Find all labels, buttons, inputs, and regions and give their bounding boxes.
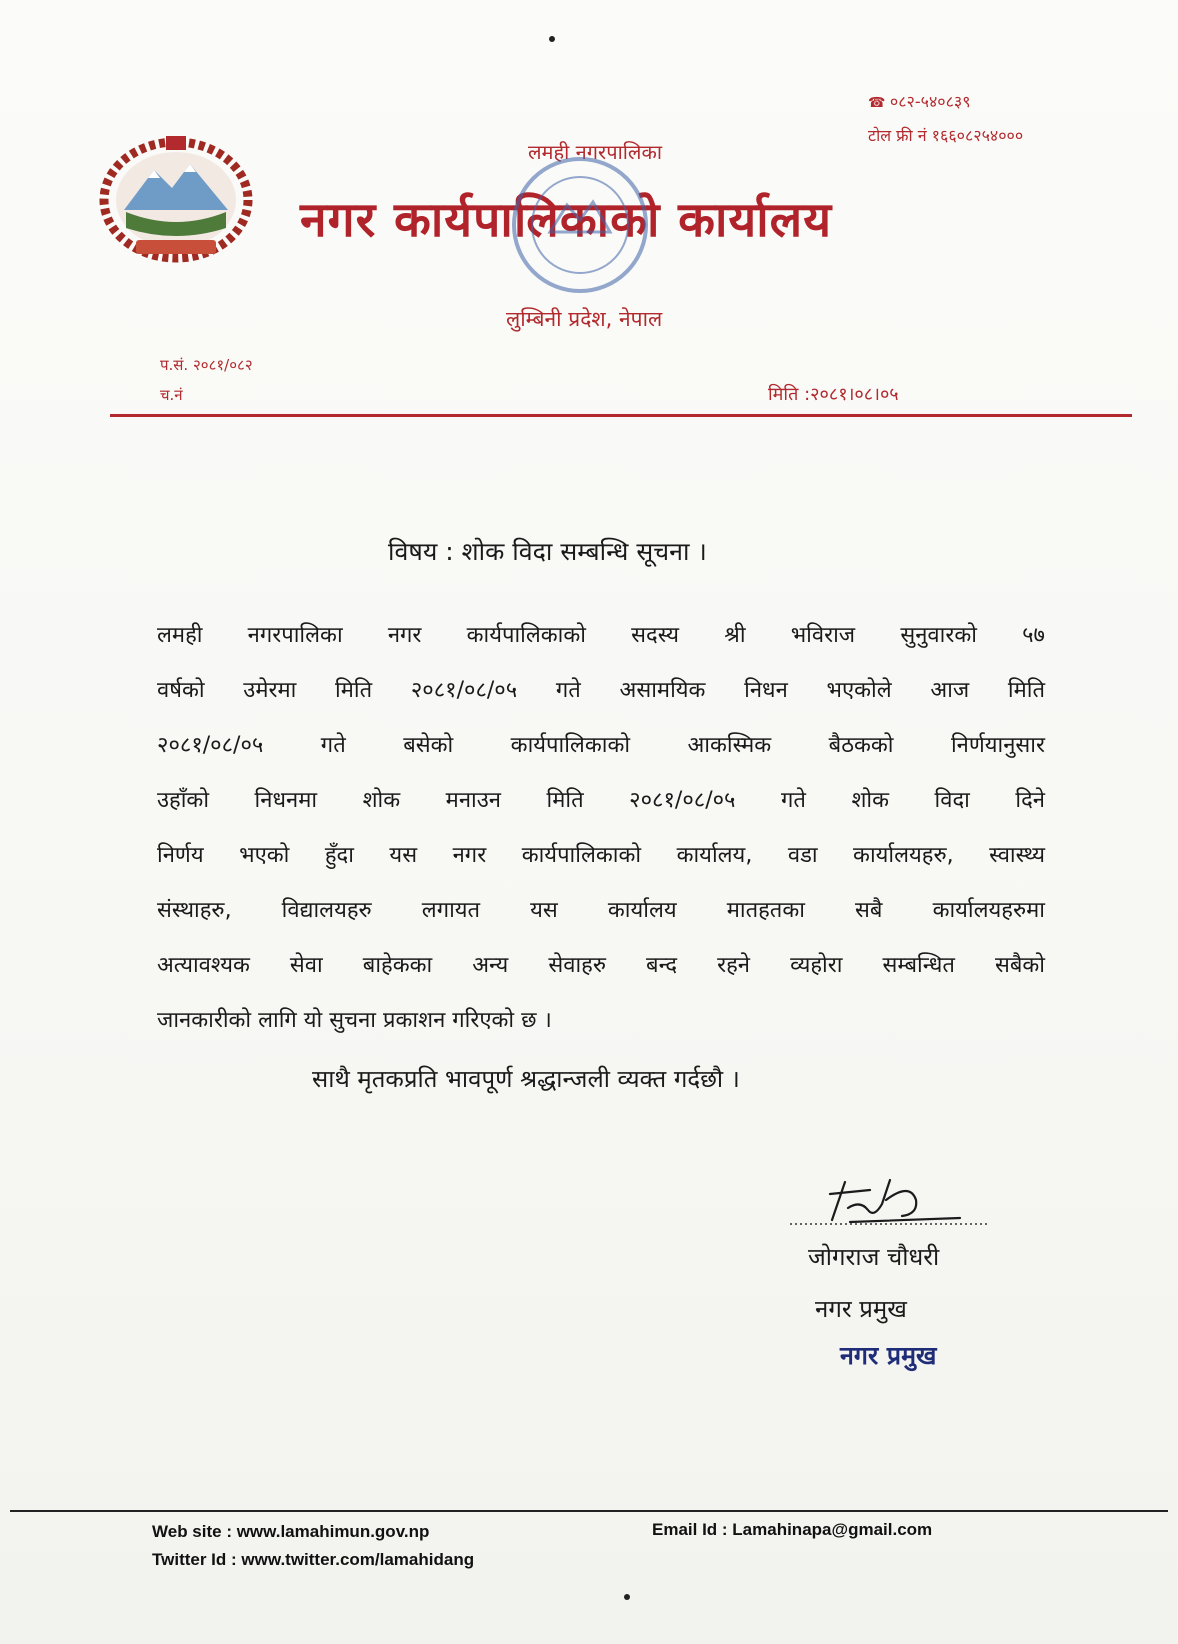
- condolence-line: साथै मृतकप्रति भावपूर्ण श्रद्धान्जली व्यक्त गर्दछौ ।: [312, 1065, 740, 1093]
- header-divider: [110, 414, 1132, 417]
- website-link: Web site : www.lamahimun.gov.np: [152, 1522, 430, 1541]
- email-address: Email Id : Lamahinapa@gmail.com: [652, 1520, 933, 1539]
- punch-mark-bottom: [624, 1594, 630, 1600]
- notice-subject: विषय : शोक विदा सम्बन्धि सूचना ।: [388, 537, 707, 566]
- body-line: संस्थाहरु, विद्यालयहरु लगायत यस कार्यालय मातहतका सबै कार्यालयहरुमा: [157, 898, 1045, 923]
- nepal-emblem-icon: [96, 132, 256, 267]
- province-address: लुम्बिनी प्रदेश, नेपाल: [506, 307, 663, 331]
- punch-mark-top: [549, 36, 555, 42]
- phone-number: ☎ ०८२-५४०८३९: [868, 85, 1148, 119]
- designation-stamp: नगर प्रमुख: [840, 1341, 937, 1370]
- twitter-link: Twitter Id : www.twitter.com/lamahidang: [152, 1550, 475, 1569]
- dispatch-number: च.नं: [160, 386, 183, 404]
- body-line: निर्णय भएको हुँदा यस नगर कार्यपालिकाको कार्यालय, वडा कार्यालयहरु, स्वास्थ्य: [157, 843, 1045, 868]
- signatory-designation: नगर प्रमुख: [815, 1295, 907, 1323]
- signatory-name: जोगराज चौधरी: [808, 1243, 940, 1271]
- body-line: लमही नगरपालिका नगर कार्यपालिकाको सदस्य श्री भविराज सुनुवारको ५७: [157, 623, 1045, 648]
- body-line: जानकारीको लागि यो सुचना प्रकाशन गरिएको छ ।: [157, 1008, 552, 1033]
- footer-divider: [10, 1510, 1168, 1512]
- office-seal-stamp: [505, 150, 655, 300]
- body-line: उहाँको निधनमा शोक मनाउन मिति २०८१/०८/०५ गते शोक विदा दिने: [157, 788, 1045, 813]
- body-line: २०८१/०८/०५ गते बसेको कार्यपालिकाको आकस्मिक बैठकको निर्णयानुसार: [157, 733, 1045, 758]
- handwritten-signature: [790, 1160, 1000, 1240]
- notice-body: [157, 608, 1045, 1048]
- toll-free-number: टोल फ्री नं १६६०८२५४०००: [868, 126, 1024, 145]
- office-title: नगर कार्यपालिकाको कार्यालय: [300, 192, 833, 248]
- reference-block: [160, 350, 253, 410]
- municipality-name: लमही नगरपालिका: [528, 140, 663, 164]
- body-line: वर्षको उमेरमा मिति २०८१/०८/०५ गते असामयिक निधन भएकोले आज मिति: [157, 678, 1045, 703]
- letter-date: मिति :२०८१।०८।०५: [768, 384, 899, 405]
- fiscal-year: प.सं. २०८१/०८२: [160, 356, 253, 374]
- body-line: अत्यावश्यक सेवा बाहेकका अन्य सेवाहरु बन्द रहने व्यहोरा सम्बन्धित सबैको: [157, 953, 1045, 978]
- contact-block: [868, 85, 1148, 153]
